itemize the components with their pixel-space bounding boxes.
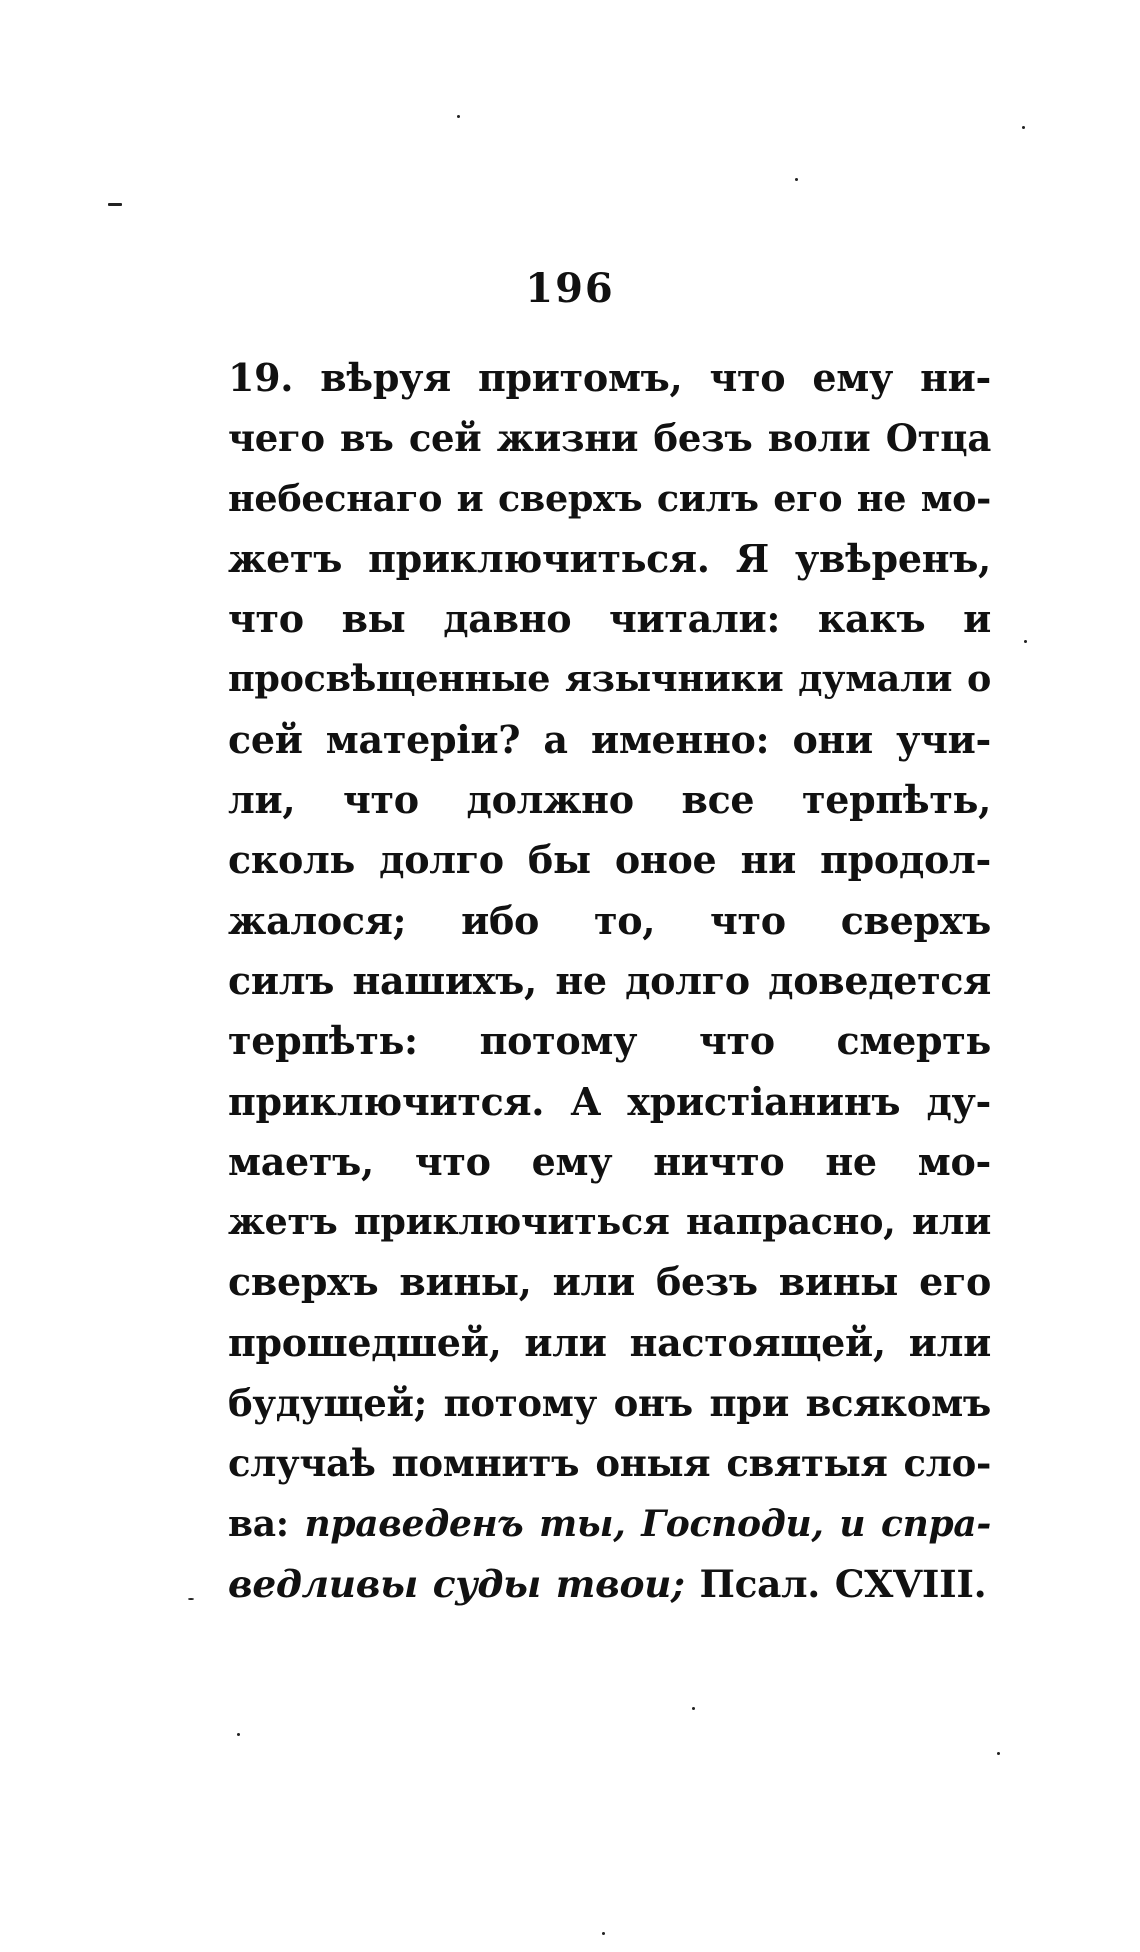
text-line: жалося; ибо то, что сверхъ — [228, 897, 991, 943]
page-number: 196 — [525, 265, 615, 312]
psalm-quote: праведенъ ты, Господи, и спра- — [304, 1502, 991, 1545]
text-line: жетъ приключиться напрасно, или — [228, 1200, 991, 1244]
scan-speck — [188, 1598, 194, 1600]
text-line: 19. вѣруя притомъ, что ему ни- — [228, 355, 991, 400]
scan-speck — [692, 1707, 695, 1710]
text-line: случаѣ помнитъ оныя святыя сло- — [228, 1441, 991, 1486]
scan-speck — [108, 203, 122, 206]
text-line: маетъ, что ему ничто не мо- — [228, 1138, 991, 1184]
text-line: прошедшей, или настоящей, или — [228, 1319, 991, 1365]
text-line: чего въ сей жизни безъ воли Отца — [228, 416, 991, 461]
scan-speck — [602, 1932, 605, 1935]
scan-speck — [1022, 126, 1025, 129]
text-line: небеснаго и сверхъ силъ его не мо- — [228, 476, 991, 520]
text-segment: ва: — [228, 1502, 305, 1545]
text-line — [228, 1554, 991, 1614]
text-line — [228, 1494, 991, 1554]
scan-speck — [457, 115, 460, 118]
text-line: сколь долго бы оное ни продол- — [228, 837, 991, 883]
text-line: силъ нашихъ, не долго доведется — [228, 957, 991, 1003]
text-line: терпѣть: потому что смерть — [228, 1018, 991, 1064]
text-line: что вы давно читали: какъ и — [228, 596, 991, 642]
text-line: сей матеріи? а именно: они учи- — [228, 716, 991, 762]
text-line: будущей; потому онъ при всякомъ — [228, 1381, 991, 1426]
psalm-reference: Псал. CXVIII. — [684, 1561, 987, 1606]
text-line: ли, что должно все терпѣть, — [228, 777, 991, 823]
text-line: сверхъ вины, или безъ вины его — [228, 1259, 991, 1305]
text-line: жетъ приключиться. Я увѣренъ, — [228, 535, 991, 581]
text-line: приключится. А христіанинъ ду- — [228, 1078, 991, 1124]
scan-speck — [795, 178, 798, 181]
scan-speck — [237, 1733, 240, 1736]
body-text — [228, 348, 991, 1614]
scan-speck — [997, 1752, 1000, 1755]
scan-speck — [1024, 640, 1027, 643]
psalm-quote: ведливы суды твои; — [228, 1561, 685, 1606]
text-line: просвѣщенные язычники думали о — [228, 657, 991, 701]
